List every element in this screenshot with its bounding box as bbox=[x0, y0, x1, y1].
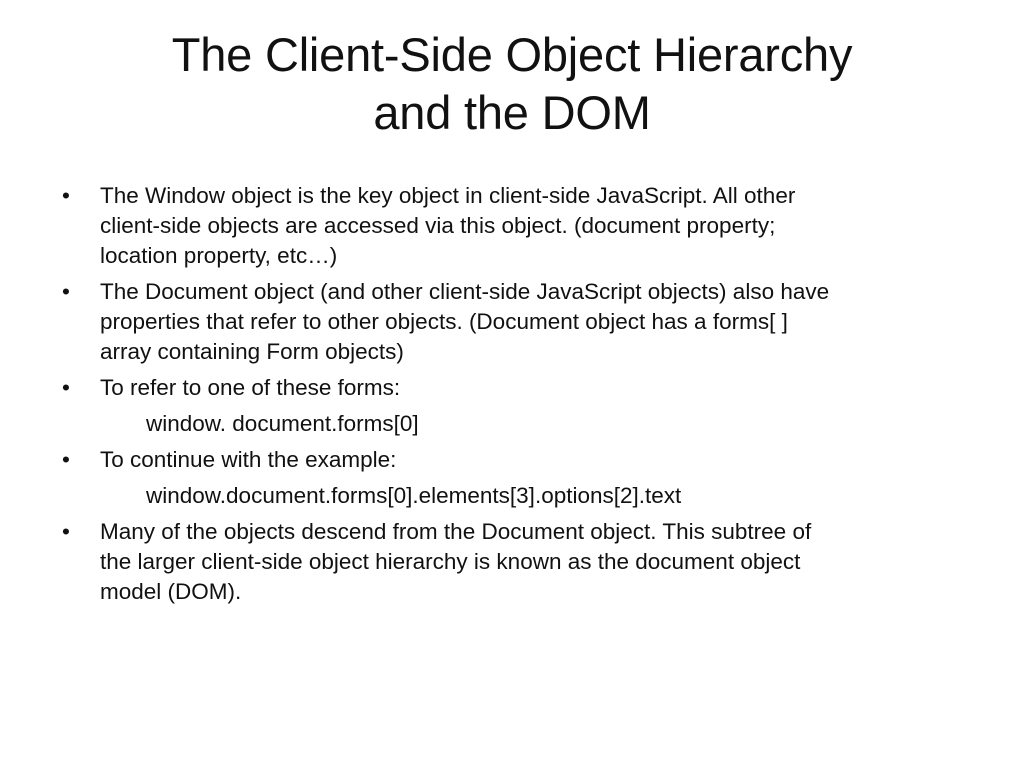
bullet-icon: • bbox=[62, 183, 70, 208]
bullet-text-line: Many of the objects descend from the Document object. This subtree of bbox=[100, 519, 812, 544]
bullet-icon: • bbox=[62, 519, 70, 544]
bullet-item-window-object bbox=[58, 181, 958, 271]
bullet-text-line: array containing Form objects) bbox=[100, 339, 404, 364]
bullet-item-document-object bbox=[58, 277, 958, 367]
bullet-item-dom-definition bbox=[58, 517, 958, 607]
bullet-icon: • bbox=[62, 279, 70, 304]
bullet-text-line: The Document object (and other client-side JavaScript objects) also have bbox=[100, 279, 830, 304]
bullet-item-refer-forms bbox=[58, 373, 958, 403]
bullet-text-line: To refer to one of these forms: bbox=[100, 375, 401, 400]
slide-title-line-1: The Client-Side Object Hierarchy bbox=[171, 28, 853, 81]
bullet-text-line: To continue with the example: bbox=[100, 447, 397, 472]
slide-title bbox=[56, 26, 968, 142]
bullet-text-line: properties that refer to other objects. (Document object has a forms[ ] bbox=[100, 309, 788, 334]
slide-title-line-2: and the DOM bbox=[373, 86, 651, 139]
code-example-forms: window. document.forms[0] bbox=[146, 411, 419, 436]
bullet-text-line: model (DOM). bbox=[100, 579, 242, 604]
bullet-text-line: client-side objects are accessed via this object. (document property; bbox=[100, 213, 776, 238]
bullet-text-line: the larger client-side object hierarchy is known as the document object bbox=[100, 549, 801, 574]
bullet-icon: • bbox=[62, 375, 70, 400]
code-example-options: window.document.forms[0].elements[3].options[2].text bbox=[146, 483, 682, 508]
bullet-item-continue-example bbox=[58, 445, 958, 475]
bullet-text-line: The Window object is the key object in client-side JavaScript. All other bbox=[100, 183, 796, 208]
slide-content bbox=[58, 181, 958, 613]
bullet-text-line: location property, etc…) bbox=[100, 243, 338, 268]
bullet-icon: • bbox=[62, 447, 70, 472]
